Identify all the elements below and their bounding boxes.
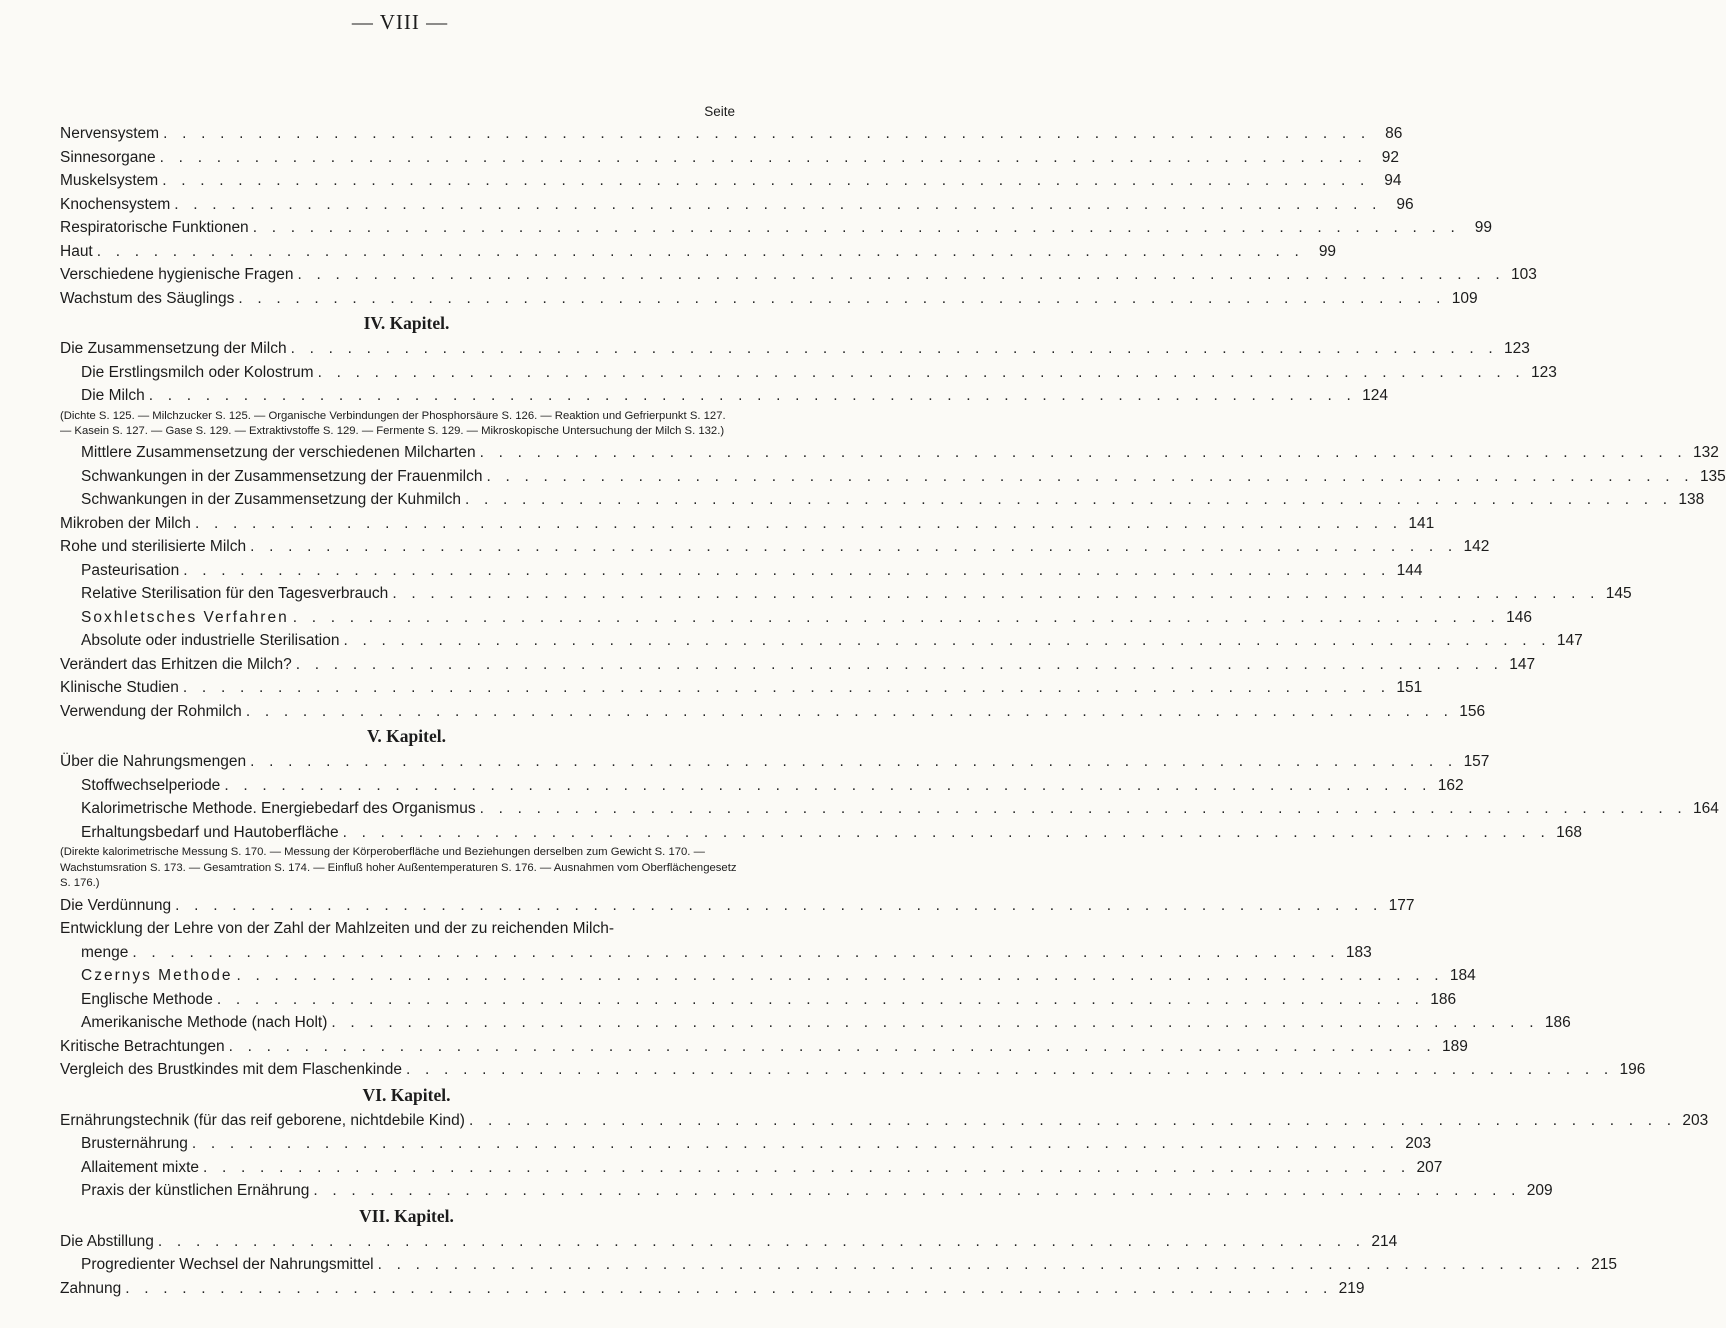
toc-entry-title: Verändert das Erhitzen die Milch? xyxy=(60,655,292,673)
toc-entry-title: Absolute oder industrielle Sterilisation xyxy=(81,632,340,650)
toc-entry-page: 214 xyxy=(1371,1232,1398,1250)
toc-entry xyxy=(60,465,1726,489)
toc-entry xyxy=(60,1058,1646,1082)
toc-entry-page: 207 xyxy=(1416,1158,1443,1176)
toc-entry xyxy=(60,821,1582,845)
toc-entry xyxy=(60,488,1705,512)
toc-entry-title: Knochensystem xyxy=(60,195,171,213)
toc-entry-page: 189 xyxy=(1442,1037,1468,1055)
toc-entry-title: menge xyxy=(81,943,129,961)
toc-entry xyxy=(60,629,1583,653)
toc-note: (Direkte kalorimetrische Messung S. 170. — Messung der Körperoberfläche und Beziehungen derselben zum Gewicht S. 170. — Wachstumsration S. 173. — Gesamtration S. 174. — Einfluß hoher Außentemperaturen S. 176. — Ausnahmen vom Oberflächengesetz S. 176.) xyxy=(60,846,737,890)
dot-leader: . . . . . . . . . . . . . . . . . . . . . . . . . . . . . . . . . . . . . . . . . . . . . . . . . . . . . . . . . . . . . . . . xyxy=(252,219,1460,236)
toc-entry-page: 164 xyxy=(1693,800,1719,818)
toc-entry xyxy=(60,384,1389,408)
toc-entry-title: Die Zusammensetzung der Milch xyxy=(60,340,287,357)
dot-leader: . . . . . . . . . . . . . . . . . . . . . . . . . . . . . . . . . . . . . . . . . . . . . . . . . . . . . . . . . . . . . . . . xyxy=(464,491,1673,509)
toc-entry xyxy=(60,700,1486,724)
dot-leader: . . . . . . . . . . . . . . . . . . . . . . . . . . . . . . . . . . . . . . . . . . . . . . . . . . . . . . . . . . . . . . . . xyxy=(486,467,1694,485)
toc-entry xyxy=(60,774,1464,798)
dot-leader: . . . . . . . . . . . . . . . . . . . . . . . . . . . . . . . . . . . . . . . . . . . . . . . . . . . . . . . . . . . . . . . . xyxy=(175,896,1383,914)
dot-leader: . . . . . . . . . . . . . . . . . . . . . . . . . . . . . . . . . . . . . . . . . . . . . . . . . . . . . . . . . . . . . . . . xyxy=(148,387,1357,404)
toc-entry-page: 196 xyxy=(1619,1061,1646,1079)
dot-leader: . . . . . . . . . . . . . . . . . . . . . . . . . . . . . . . . . . . . . . . . . . . . . . . . . . . . . . . . . . . . . . . . xyxy=(191,1135,1400,1153)
toc-entry-title: Englische Methode xyxy=(81,990,213,1008)
dot-leader: . . . . . . . . . . . . . . . . . . . . . . . . . . . . . . . . . . . . . . . . . . . . . . . . . . . . . . . . . . . . . . . . xyxy=(163,125,1371,142)
toc-entry-page: 183 xyxy=(1345,943,1372,961)
dot-leader: . . . . . . . . . . . . . . . . . . . . . . . . . . . . . . . . . . . . . . . . . . . . . . . . . . . . . . . . . . . . . . . . xyxy=(297,266,1505,283)
dot-leader: . . . . . . . . . . . . . . . . . . . . . . . . . . . . . . . . . . . . . . . . . . . . . . . . . . . . . . . . . . . . . . . . xyxy=(245,702,1454,720)
toc-entry-title: Brusternährung xyxy=(81,1135,188,1153)
dot-leader: . . . . . . . . . . . . . . . . . . . . . . . . . . . . . . . . . . . . . . . . . . . . . . . . . . . . . . . . . . . . . . . . xyxy=(250,753,1458,771)
toc-entry-page: 94 xyxy=(1384,172,1402,189)
dot-leader: . . . . . . . . . . . . . . . . . . . . . . . . . . . . . . . . . . . . . . . . . . . . . . . . . . . . . . . . . . . . . . . . xyxy=(292,608,1501,626)
dot-leader: . . . . . . . . . . . . . . . . . . . . . . . . . . . . . . . . . . . . . . . . . . . . . . . . . . . . . . . . . . . . . . . . xyxy=(479,800,1687,818)
toc-entry-title: Die Abstillung xyxy=(60,1232,154,1250)
dot-leader: . . . . . . . . . . . . . . . . . . . . . . . . . . . . . . . . . . . . . . . . . . . . . . . . . . . . . . . . . . . . . . . . xyxy=(162,172,1370,189)
dot-leader: . . . . . . . . . . . . . . . . . . . . . . . . . . . . . . . . . . . . . . . . . . . . . . . . . . . . . . . . . . . . . . . . xyxy=(224,776,1432,794)
toc-entry xyxy=(60,216,1492,240)
toc-entry-page: 186 xyxy=(1430,990,1457,1008)
toc-entry xyxy=(60,964,1476,988)
dot-leader: . . . . . . . . . . . . . . . . . . . . . . . . . . . . . . . . . . . . . . . . . . . . . . . . . . . . . . . . . . . . . . . . xyxy=(96,242,1305,260)
toc-entry-title: Vergleich des Brustkindes mit dem Flaschenkinde xyxy=(60,1061,403,1079)
dot-leader: . . . . . . . . . . . . . . . . . . . . . . . . . . . . . . . . . . . . . . . . . . . . . . . . . . . . . . . . . . . . . . . . xyxy=(250,538,1458,556)
dot-leader: . . . . . . . . . . . . . . . . . . . . . . . . . . . . . . . . . . . . . . . . . . . . . . . . . . . . . . . . . . . . . . . . xyxy=(159,148,1367,166)
dot-leader: . . . . . . . . . . . . . . . . . . . . . . . . . . . . . . . . . . . . . . . . . . . . . . . . . . . . . . . . . . . . . . . . xyxy=(479,444,1687,462)
toc-entry-page: 209 xyxy=(1526,1182,1553,1200)
toc-entry-page: 109 xyxy=(1451,289,1478,307)
toc-entry-title: Kritische Betrachtungen xyxy=(60,1037,225,1055)
table-of-contents xyxy=(60,122,1726,1300)
toc-entry xyxy=(60,606,1533,630)
toc-entry xyxy=(60,676,1423,700)
toc-entry-page: 184 xyxy=(1449,967,1476,985)
toc-entry xyxy=(60,337,1530,361)
toc-entry xyxy=(60,1277,1365,1301)
toc-entry-page: 124 xyxy=(1362,387,1389,404)
toc-entry-title: Die Verdünnung xyxy=(60,896,172,914)
toc-entry xyxy=(60,582,1632,606)
toc-entry-title: Nervensystem xyxy=(60,125,160,142)
toc-entry xyxy=(60,1156,1443,1180)
dot-leader: . . . . . . . . . . . . . . . . . . . . . . . . . . . . . . . . . . . . . . . . . . . . . . . . . . . . . . . . . . . . . . . . xyxy=(157,1232,1366,1250)
toc-entry-page: 96 xyxy=(1396,195,1414,213)
dot-leader: . . . . . . . . . . . . . . . . . . . . . . . . . . . . . . . . . . . . . . . . . . . . . . . . . . . . . . . . . . . . . . . . xyxy=(313,1182,1521,1200)
toc-entry-title: Muskelsystem xyxy=(60,172,159,189)
chapter-heading: VI. Kapitel. xyxy=(362,1084,451,1105)
toc-entry xyxy=(60,1011,1571,1035)
dot-leader: . . . . . . . . . . . . . . . . . . . . . . . . . . . . . . . . . . . . . . . . . . . . . . . . . . . . . . . . . . . . . . . . xyxy=(174,195,1382,213)
toc-entry-title: Ernährungstechnik (für das reif geborene, nichtdebile Kind) xyxy=(60,1111,465,1129)
chapter-heading: V. Kapitel. xyxy=(367,726,446,747)
toc-entry xyxy=(60,653,1536,677)
toc-entry-page: 168 xyxy=(1556,823,1582,841)
toc-entry-page: 123 xyxy=(1531,363,1557,381)
dot-leader: . . . . . . . . . . . . . . . . . . . . . . . . . . . . . . . . . . . . . . . . . . . . . . . . . . . . . . . . . . . . . . . . xyxy=(194,514,1403,532)
toc-entry-title: Soxhletsches Verfahren xyxy=(81,608,289,626)
toc-entry-title: Mittlere Zusammensetzung der verschiedenen Milcharten xyxy=(81,444,476,462)
toc-entry-title: Verschiedene hygienische Fragen xyxy=(60,266,294,283)
toc-entry-page: 92 xyxy=(1381,148,1399,166)
toc-entry-page: 186 xyxy=(1544,1014,1571,1032)
toc-entry-title: Stoffwechselperiode xyxy=(81,776,221,794)
toc-entry-page: 135 xyxy=(1699,467,1726,485)
toc-entry-page: 142 xyxy=(1463,538,1490,556)
toc-entry xyxy=(60,1179,1553,1203)
toc-entry xyxy=(60,1109,1709,1133)
toc-entry-title: Amerikanische Methode (nach Holt) xyxy=(81,1014,328,1032)
toc-entry xyxy=(60,894,1415,918)
toc-entry-page: 219 xyxy=(1338,1279,1365,1297)
toc-entry xyxy=(60,441,1719,465)
toc-entry-title: Erhaltungsbedarf und Hautoberfläche xyxy=(81,823,339,841)
toc-entry-title: Rohe und sterilisierte Milch xyxy=(60,538,247,556)
toc-entry-title: Klinische Studien xyxy=(60,679,179,697)
dot-leader: . . . . . . . . . . . . . . . . . . . . . . . . . . . . . . . . . . . . . . . . . . . . . . . . . . . . . . . . . . . . . . . . xyxy=(343,632,1551,650)
toc-entry xyxy=(60,1253,1617,1277)
dot-leader: . . . . . . . . . . . . . . . . . . . . . . . . . . . . . . . . . . . . . . . . . . . . . . . . . . . . . . . . . . . . . . . . xyxy=(295,655,1504,673)
toc-entry-title: Praxis der künstlichen Ernährung xyxy=(81,1182,310,1200)
toc-entry-page: 99 xyxy=(1318,242,1337,260)
toc-entry xyxy=(60,240,1337,264)
toc-entry-title: Relative Sterilisation für den Tagesverbrauch xyxy=(81,585,389,603)
toc-entry xyxy=(60,1132,1432,1156)
page-number: — VIII — xyxy=(351,10,449,34)
toc-entry xyxy=(60,146,1399,170)
toc-entry-page: 132 xyxy=(1693,444,1719,462)
dot-leader: . . . . . . . . . . . . . . . . . . . . . . . . . . . . . . . . . . . . . . . . . . . . . . . . . . . . . . . . . . . . . . . . xyxy=(317,363,1525,381)
toc-entry xyxy=(60,941,1372,965)
toc-entry-title: Zahnung xyxy=(60,1279,122,1297)
toc-entry xyxy=(60,988,1457,1012)
toc-entry xyxy=(60,750,1490,774)
toc-entry-page: 203 xyxy=(1405,1135,1432,1153)
toc-entry-page: 146 xyxy=(1506,608,1533,626)
toc-entry xyxy=(60,193,1414,217)
toc-entry xyxy=(60,512,1435,536)
toc-entry-page: 157 xyxy=(1463,753,1490,771)
chapter-heading: IV. Kapitel. xyxy=(363,313,450,333)
toc-entry-title: Mikroben der Milch xyxy=(60,514,191,532)
toc-entry xyxy=(60,797,1719,821)
dot-leader: . . . . . . . . . . . . . . . . . . . . . . . . . . . . . . . . . . . . . . . . . . . . . . . . . . . . . . . . . . . . . . . . xyxy=(377,1256,1585,1274)
toc-entry xyxy=(60,263,1537,287)
toc-entry-title: Wachstum des Säuglings xyxy=(60,289,235,307)
toc-entry-title: Schwankungen in der Zusammensetzung der Kuhmilch xyxy=(81,491,461,509)
dot-leader: . . . . . . . . . . . . . . . . . . . . . . . . . . . . . . . . . . . . . . . . . . . . . . . . . . . . . . . . . . . . . . . . xyxy=(125,1279,1333,1297)
dot-leader: . . . . . . . . . . . . . . . . . . . . . . . . . . . . . . . . . . . . . . . . . . . . . . . . . . . . . . . . . . . . . . . . xyxy=(392,585,1600,603)
chapter-heading: VII. Kapitel. xyxy=(359,1205,454,1226)
toc-entry-title: Die Milch xyxy=(81,387,145,404)
toc-entry xyxy=(60,535,1490,559)
toc-entry xyxy=(60,122,1403,146)
dot-leader: . . . . . . . . . . . . . . . . . . . . . . . . . . . . . . . . . . . . . . . . . . . . . . . . . . . . . . . . . . . . . . . . xyxy=(182,679,1391,697)
toc-entry xyxy=(60,1035,1468,1059)
toc-entry-page: 99 xyxy=(1474,219,1492,236)
dot-leader: . . . . . . . . . . . . . . . . . . . . . . . . . . . . . . . . . . . . . . . . . . . . . . . . . . . . . . . . . . . . . . . . xyxy=(228,1037,1436,1055)
toc-entry-title: Verwendung der Rohmilch xyxy=(60,702,242,720)
toc-entry-page: 141 xyxy=(1408,514,1435,532)
toc-entry-page: 177 xyxy=(1388,896,1415,914)
toc-entry-title: Kalorimetrische Methode. Energiebedarf des Organismus xyxy=(81,800,476,818)
toc-entry-title: Haut xyxy=(60,242,93,260)
dot-leader: . . . . . . . . . . . . . . . . . . . . . . . . . . . . . . . . . . . . . . . . . . . . . . . . . . . . . . . . . . . . . . . . xyxy=(183,561,1391,579)
toc-entry xyxy=(60,169,1402,193)
toc-entry-page: 147 xyxy=(1509,655,1536,673)
toc-entry-page: 215 xyxy=(1591,1256,1617,1274)
toc-entry-title-line: Entwicklung der Lehre von der Zahl der Mahlzeiten und der zu reichenden Milch- xyxy=(60,920,614,938)
toc-entry-title: Schwankungen in der Zusammensetzung der Frauenmilch xyxy=(81,467,483,485)
toc-note: (Dichte S. 125. — Milchzucker S. 125. — Organische Verbindungen der Phosphorsäure S. 126. — Reaktion und Gefrierpunkt S. 127. — Kasein S. 127. — Gase S. 129. — Extraktivstoffe S. 129. — Fermente S. 129. — Mikroskopische Untersuchung der Milch S. 132.) xyxy=(60,409,726,437)
seite-column-label: Seite xyxy=(704,104,735,119)
toc-entry xyxy=(60,559,1423,583)
toc-entry xyxy=(60,1230,1398,1254)
dot-leader: . . . . . . . . . . . . . . . . . . . . . . . . . . . . . . . . . . . . . . . . . . . . . . . . . . . . . . . . . . . . . . . . xyxy=(468,1111,1677,1129)
dot-leader: . . . . . . . . . . . . . . . . . . . . . . . . . . . . . . . . . . . . . . . . . . . . . . . . . . . . . . . . . . . . . . . . xyxy=(290,340,1498,357)
toc-entry xyxy=(60,361,1557,385)
toc-entry-page: 145 xyxy=(1605,585,1632,603)
toc-entry-title: Respiratorische Funktionen xyxy=(60,219,249,236)
toc-entry-page: 147 xyxy=(1556,632,1583,650)
toc-entry-page: 162 xyxy=(1437,776,1464,794)
toc-entry-page: 138 xyxy=(1678,491,1705,509)
dot-leader: . . . . . . . . . . . . . . . . . . . . . . . . . . . . . . . . . . . . . . . . . . . . . . . . . . . . . . . . . . . . . . . . xyxy=(132,943,1340,961)
dot-leader: . . . . . . . . . . . . . . . . . . . . . . . . . . . . . . . . . . . . . . . . . . . . . . . . . . . . . . . . . . . . . . . . xyxy=(216,990,1425,1008)
toc-entry-title: Progredienter Wechsel der Nahrungsmittel xyxy=(81,1256,374,1274)
toc-entry-page: 103 xyxy=(1510,266,1537,283)
toc-entry-page: 86 xyxy=(1385,125,1403,142)
toc-entry-page: 151 xyxy=(1396,679,1423,697)
dot-leader: . . . . . . . . . . . . . . . . . . . . . . . . . . . . . . . . . . . . . . . . . . . . . . . . . . . . . . . . . . . . . . . . xyxy=(406,1061,1614,1079)
toc-entry-title: Die Erstlingsmilch oder Kolostrum xyxy=(81,363,314,381)
toc-entry-title: Pasteurisation xyxy=(81,561,180,579)
toc-entry-page: 123 xyxy=(1504,340,1530,357)
dot-leader: . . . . . . . . . . . . . . . . . . . . . . . . . . . . . . . . . . . . . . . . . . . . . . . . . . . . . . . . . . . . . . . . xyxy=(203,1158,1411,1176)
dot-leader: . . . . . . . . . . . . . . . . . . . . . . . . . . . . . . . . . . . . . . . . . . . . . . . . . . . . . . . . . . . . . . . . xyxy=(331,1014,1539,1032)
toc-entry-title: Czernys Methode xyxy=(81,967,233,985)
toc-entry-title: Allaitement mixte xyxy=(81,1158,200,1176)
toc-entry-title: Sinnesorgane xyxy=(60,148,156,166)
toc-entry-page: 156 xyxy=(1459,702,1486,720)
toc-entry-page: 203 xyxy=(1682,1111,1709,1129)
toc-entry-title: Über die Nahrungsmengen xyxy=(60,753,247,771)
dot-leader: . . . . . . . . . . . . . . . . . . . . . . . . . . . . . . . . . . . . . . . . . . . . . . . . . . . . . . . . . . . . . . . . xyxy=(236,967,1444,985)
toc-entry-page: 144 xyxy=(1396,561,1423,579)
dot-leader: . . . . . . . . . . . . . . . . . . . . . . . . . . . . . . . . . . . . . . . . . . . . . . . . . . . . . . . . . . . . . . . . xyxy=(342,823,1550,841)
toc-entry xyxy=(60,287,1478,311)
dot-leader: . . . . . . . . . . . . . . . . . . . . . . . . . . . . . . . . . . . . . . . . . . . . . . . . . . . . . . . . . . . . . . . . xyxy=(238,289,1446,307)
